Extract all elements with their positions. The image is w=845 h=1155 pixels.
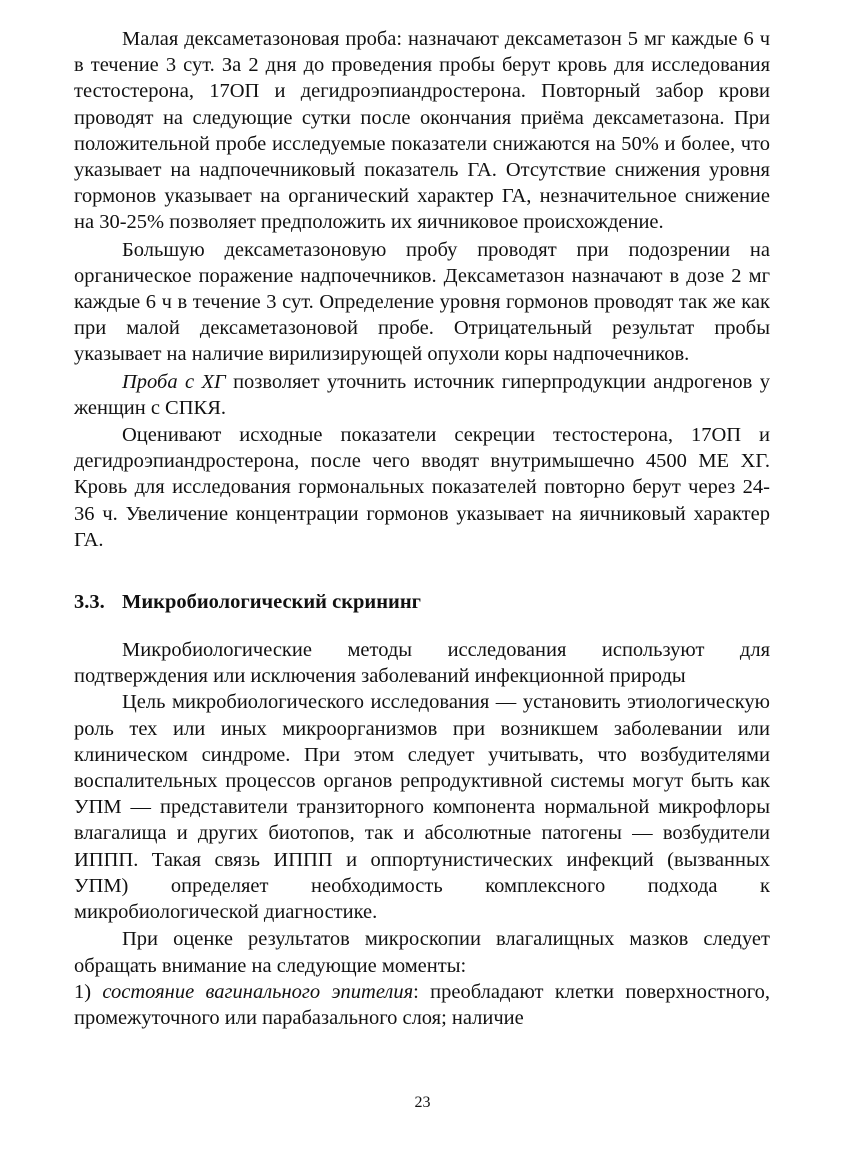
- section-title: Микробиологический скрининг: [122, 591, 421, 614]
- paragraph-smear-evaluation: При оценке результатов микроскопии влагалищных мазков следует обращать внимание на следующие моменты:: [74, 928, 770, 977]
- paragraph-microbiology-methods: Микробиологические методы исследования используют для подтверждения или исключения заболеваний инфекционной природы: [74, 639, 770, 688]
- paragraph-hcg-test: [74, 369, 770, 421]
- list-item-term: состояние вагинального эпителия: [102, 980, 414, 1003]
- paragraph-microbiology-goal: Цель микробиологического исследования — установить этиологическую роль тех или иных микроорганизмов при возникшем заболевании или клиническом синдроме. При этом следует учитывать, что возбудителями воспалительных процессов органов репродуктивной системы могут быть как УПМ — представители транзиторного компонента нормальной микрофлоры влагалища и других биотопов, так и абсолютные патогены — возбудители ИППП. Такая связь ИППП и оппортунистических инфекций (вызванных УПМ) определяет необходимость комплексного подхода к микробиологической диагностике.: [74, 691, 770, 924]
- paragraph-hcg-procedure: Оценивают исходные показатели секреции тестостерона, 17ОП и дегидроэпиандростерона, после чего вводят внутримышечно 4500 МЕ ХГ. Кровь для исследования гормональных показателей повторно берут через 24-36 ч. Увеличение концентрации гормонов указывает на яичниковый характер ГА.: [74, 424, 770, 551]
- hcg-test-term: Проба с ХГ: [122, 370, 226, 393]
- paragraph-large-dexamethasone-test: Большую дексаметазоновую пробу проводят при подозрении на органическое поражение надпочечников. Дексаметазон назначают в дозе 2 мг каждые 6 ч в течение 3 сут. Определение уровня гормонов проводят так же как при малой дексаметазоновой пробе. Отрицательный результат пробы указывает на наличие вирилизирующей опухоли коры надпочечников.: [74, 238, 770, 366]
- hcg-test-text: позволяет уточнить источник гиперпродукции андрогенов у женщин с СПКЯ.: [74, 370, 770, 419]
- list-item-1: [74, 979, 770, 1031]
- document-page: [74, 26, 770, 1031]
- paragraph-small-dexamethasone-test: Малая дексаметазоновая проба: назначают дексаметазон 5 мг каждые 6 ч в течение 3 сут. За 2 дня до проведения пробы берут кровь для исследования тестостерона, 17ОП и дегидроэпиандростерона. Повторный забор крови проводят на следующие сутки после окончания приёма дексаметазона. При положительной пробе исследуемые показатели снижаются на 50% и более, что указывает на надпочечниковый показатель ГА. Отсутствие снижения уровня гормонов указывает на органический характер ГА, незначительное снижение на 30-25% позволяет предположить их яичниковое происхождение.: [74, 28, 770, 234]
- page-number: 23: [414, 1094, 431, 1111]
- section-number: 3.3.: [74, 591, 105, 614]
- list-item-text: : преобладают клетки поверхностного, промежуточного или парабазального слоя; наличие: [74, 980, 771, 1029]
- list-item-number: 1): [74, 980, 92, 1003]
- section-heading: [74, 589, 770, 615]
